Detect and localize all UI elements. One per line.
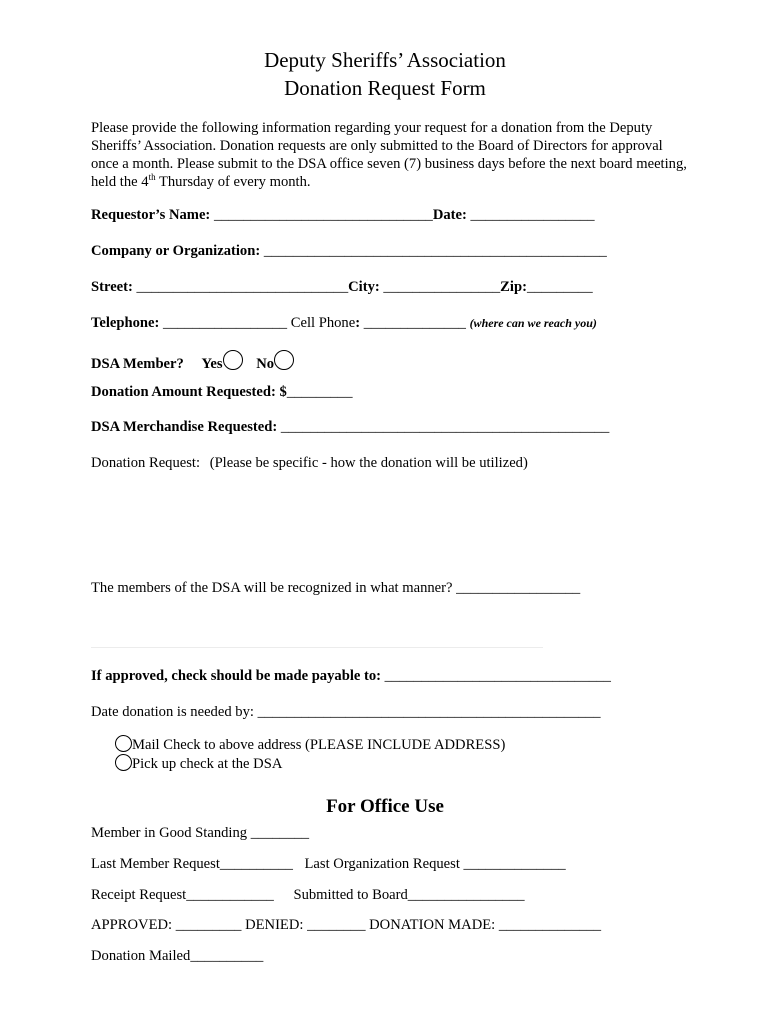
pickup-label: Pick up check at the DSA — [132, 756, 283, 772]
pickup-option[interactable] — [115, 754, 282, 773]
dsa-member-label: DSA Member? — [91, 356, 184, 372]
approved-field[interactable]: _________ — [175, 917, 242, 933]
date-needed-field[interactable]: _______________________________________________ — [257, 704, 601, 720]
mail-check-option[interactable] — [115, 735, 505, 754]
company-label: Company or Organization: — [91, 243, 261, 259]
payable-field[interactable]: _______________________________ — [384, 668, 611, 684]
merchandise-field[interactable]: _____________________________________________ — [280, 419, 610, 435]
mailed-row — [91, 948, 263, 965]
mailed-field[interactable]: __________ — [190, 948, 264, 964]
city-field[interactable]: ________________ — [383, 279, 501, 295]
telephone-field[interactable]: _________________ — [163, 315, 288, 331]
telephone-label: Telephone: — [91, 315, 160, 331]
office-use-heading: For Office Use — [326, 796, 444, 817]
mail-check-radio-icon[interactable] — [115, 735, 132, 752]
receipt-field[interactable]: ____________ — [186, 887, 274, 903]
last-org-label: Last Organization Request — [304, 856, 460, 872]
amount-label: Donation Amount Requested: $ — [91, 384, 287, 400]
street-field[interactable]: _____________________________ — [136, 279, 349, 295]
receipt-row — [91, 887, 525, 904]
company-field[interactable]: _______________________________________________ — [263, 243, 607, 259]
amount-row — [91, 384, 353, 401]
last-request-row — [91, 856, 566, 873]
denied-field[interactable]: ________ — [307, 917, 366, 933]
recognition-label: The members of the DSA will be recognized in what manner? — [91, 580, 453, 596]
payable-row — [91, 668, 611, 685]
last-org-field[interactable]: ______________ — [463, 856, 566, 872]
requestor-label: Requestor’s Name: — [91, 207, 211, 223]
intro-paragraph: Please provide the following information regarding your request for a donation from the Deputy Sheriffs’ Association. Donation requests are only submitted to the Board of Directors for approval once a month. Please submit to the DSA office seven (7) business days before the next board meeting, held the 4th Thursday of every month. — [91, 120, 687, 190]
donation-made-label: DONATION MADE: — [369, 917, 496, 933]
submitted-label: Submitted to Board — [293, 887, 408, 903]
requestor-row — [91, 207, 595, 224]
submitted-field[interactable]: ________________ — [407, 887, 525, 903]
divider — [91, 647, 543, 648]
zip-field[interactable]: _________ — [526, 279, 593, 295]
pickup-radio-icon[interactable] — [115, 754, 132, 771]
no-radio-icon[interactable] — [274, 350, 294, 370]
no-label: No — [256, 356, 275, 372]
last-member-field[interactable]: __________ — [219, 856, 293, 872]
phone-row — [91, 315, 597, 332]
member-row — [91, 350, 294, 373]
street-label: Street: — [91, 279, 133, 295]
last-member-label: Last Member Request — [91, 856, 220, 872]
date-needed-label: Date donation is needed by: — [91, 704, 254, 720]
zip-label: Zip: — [500, 279, 527, 295]
address-row — [91, 279, 593, 296]
payable-label: If approved, check should be made payable to: — [91, 668, 382, 684]
mail-check-label: Mail Check to above address (PLEASE INCLUDE ADDRESS) — [132, 737, 506, 753]
date-field[interactable]: _________________ — [470, 207, 595, 223]
mailed-label: Donation Mailed — [91, 948, 191, 964]
amount-field[interactable]: _________ — [286, 384, 353, 400]
company-row — [91, 243, 607, 260]
cell-phone-note: (where can we reach you) — [469, 316, 597, 330]
good-standing-label: Member in Good Standing — [91, 825, 248, 841]
yes-radio-icon[interactable] — [223, 350, 243, 370]
requestor-name-field[interactable]: ______________________________ — [213, 207, 433, 223]
donation-request-hint: (Please be specific - how the donation will be utilized) — [209, 455, 528, 471]
city-label: City: — [348, 279, 380, 295]
donation-request-textarea[interactable] — [91, 478, 631, 568]
receipt-label: Receipt Request — [91, 887, 187, 903]
merchandise-label: DSA Merchandise Requested: — [91, 419, 278, 435]
good-standing-row — [91, 825, 309, 842]
recognition-row — [91, 580, 580, 597]
date-needed-row — [91, 704, 601, 721]
cell-phone-label: Cell Phone: — [290, 315, 361, 331]
cell-phone-field[interactable]: ______________ — [363, 315, 466, 331]
yes-label: Yes — [201, 356, 223, 372]
donation-made-field[interactable]: ______________ — [498, 917, 602, 933]
denied-label: DENIED: — [245, 917, 304, 933]
good-standing-field[interactable]: ________ — [250, 825, 310, 841]
status-row — [91, 917, 601, 934]
date-label: Date: — [432, 207, 467, 223]
approved-label: APPROVED: — [91, 917, 173, 933]
merchandise-row — [91, 419, 609, 436]
form-title-line-1: Deputy Sheriffs’ Association — [264, 48, 506, 72]
form-title-line-2: Donation Request Form — [284, 76, 486, 100]
donation-request-label: Donation Request: — [91, 455, 201, 471]
recognition-field[interactable]: _________________ — [456, 580, 581, 596]
donation-request-row — [91, 455, 528, 472]
